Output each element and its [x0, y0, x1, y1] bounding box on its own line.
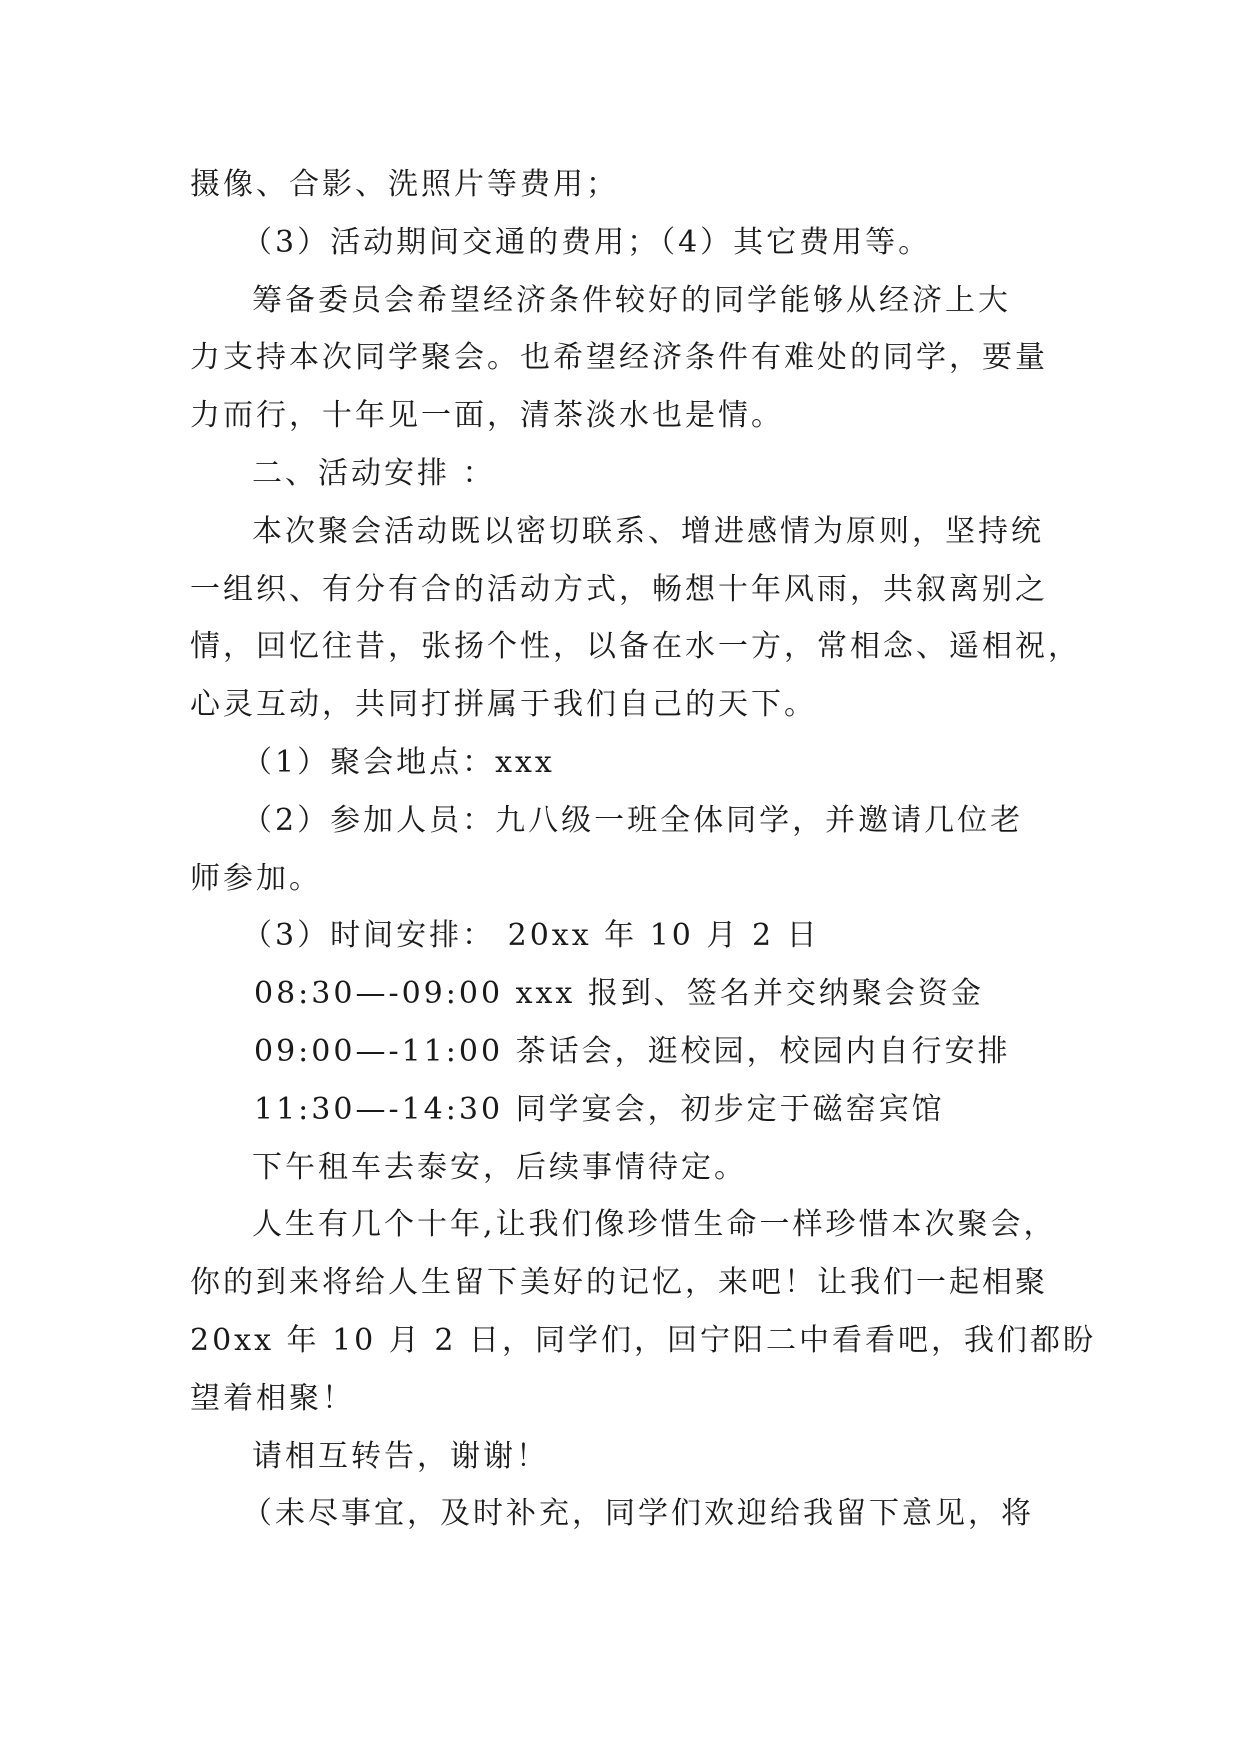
text-line: （2）参加人员：九八级一班全体同学，并邀请几位老: [242, 802, 1024, 838]
text-line: 下午租车去泰安，后续事情待定。: [252, 1149, 747, 1185]
text-line: （3）活动期间交通的费用；（4）其它费用等。: [242, 224, 932, 260]
text-line: （3）时间安排： 20xx 年 10 月 2 日: [242, 918, 820, 954]
text-line: 情，回忆往昔，张扬个性，以备在水一方，常相念、遥相祝，: [190, 629, 1081, 665]
section-heading: 二、活动安排 ：: [252, 455, 496, 491]
text-line: （未尽事宜，及时补充，同学们欢迎给我留下意见，将: [242, 1496, 1034, 1532]
document-body: [190, 156, 1096, 1543]
text-line: 人生有几个十年,让我们像珍惜生命一样珍惜本次聚会，: [252, 1207, 1057, 1243]
text-line: 本次聚会活动既以密切联系、增进感情为原则，坚持统: [252, 513, 1044, 549]
text-line: 摄像、合影、洗照片等费用；: [190, 167, 619, 202]
text-line: （1）聚会地点：xxx: [242, 744, 555, 780]
text-line: 你的到来将给人生留下美好的记忆，来吧！让我们一起相聚: [190, 1265, 1048, 1301]
schedule-line: 11:30—-14:30 同学宴会，初步定于磁窑宾馆: [254, 1091, 945, 1127]
text-line: 请相互转告，谢谢！: [252, 1438, 549, 1474]
text-line: 心灵互动，共同打拼属于我们自己的天下。: [190, 687, 817, 723]
text-line: 望着相聚！: [190, 1380, 355, 1416]
text-line: 20xx 年 10 月 2 日，同学们，回宁阳二中看看吧，我们都盼: [190, 1322, 1096, 1358]
schedule-line: 09:00—-11:00 茶话会，逛校园，校园内自行安排: [254, 1033, 1011, 1069]
text-line: 力支持本次同学聚会。也希望经济条件有难处的同学，要量: [190, 340, 1048, 376]
text-line: 力而行，十年见一面，清茶淡水也是情。: [190, 398, 784, 434]
schedule-line: 08:30—-09:00 xxx 报到、签名并交纳聚会资金: [254, 976, 984, 1012]
text-line: 筹备委员会希望经济条件较好的同学能够从经济上大: [252, 282, 1011, 318]
text-line: 一组织、有分有合的活动方式，畅想十年风雨，共叙离别之: [190, 571, 1048, 607]
text-line: 师参加。: [190, 860, 322, 896]
